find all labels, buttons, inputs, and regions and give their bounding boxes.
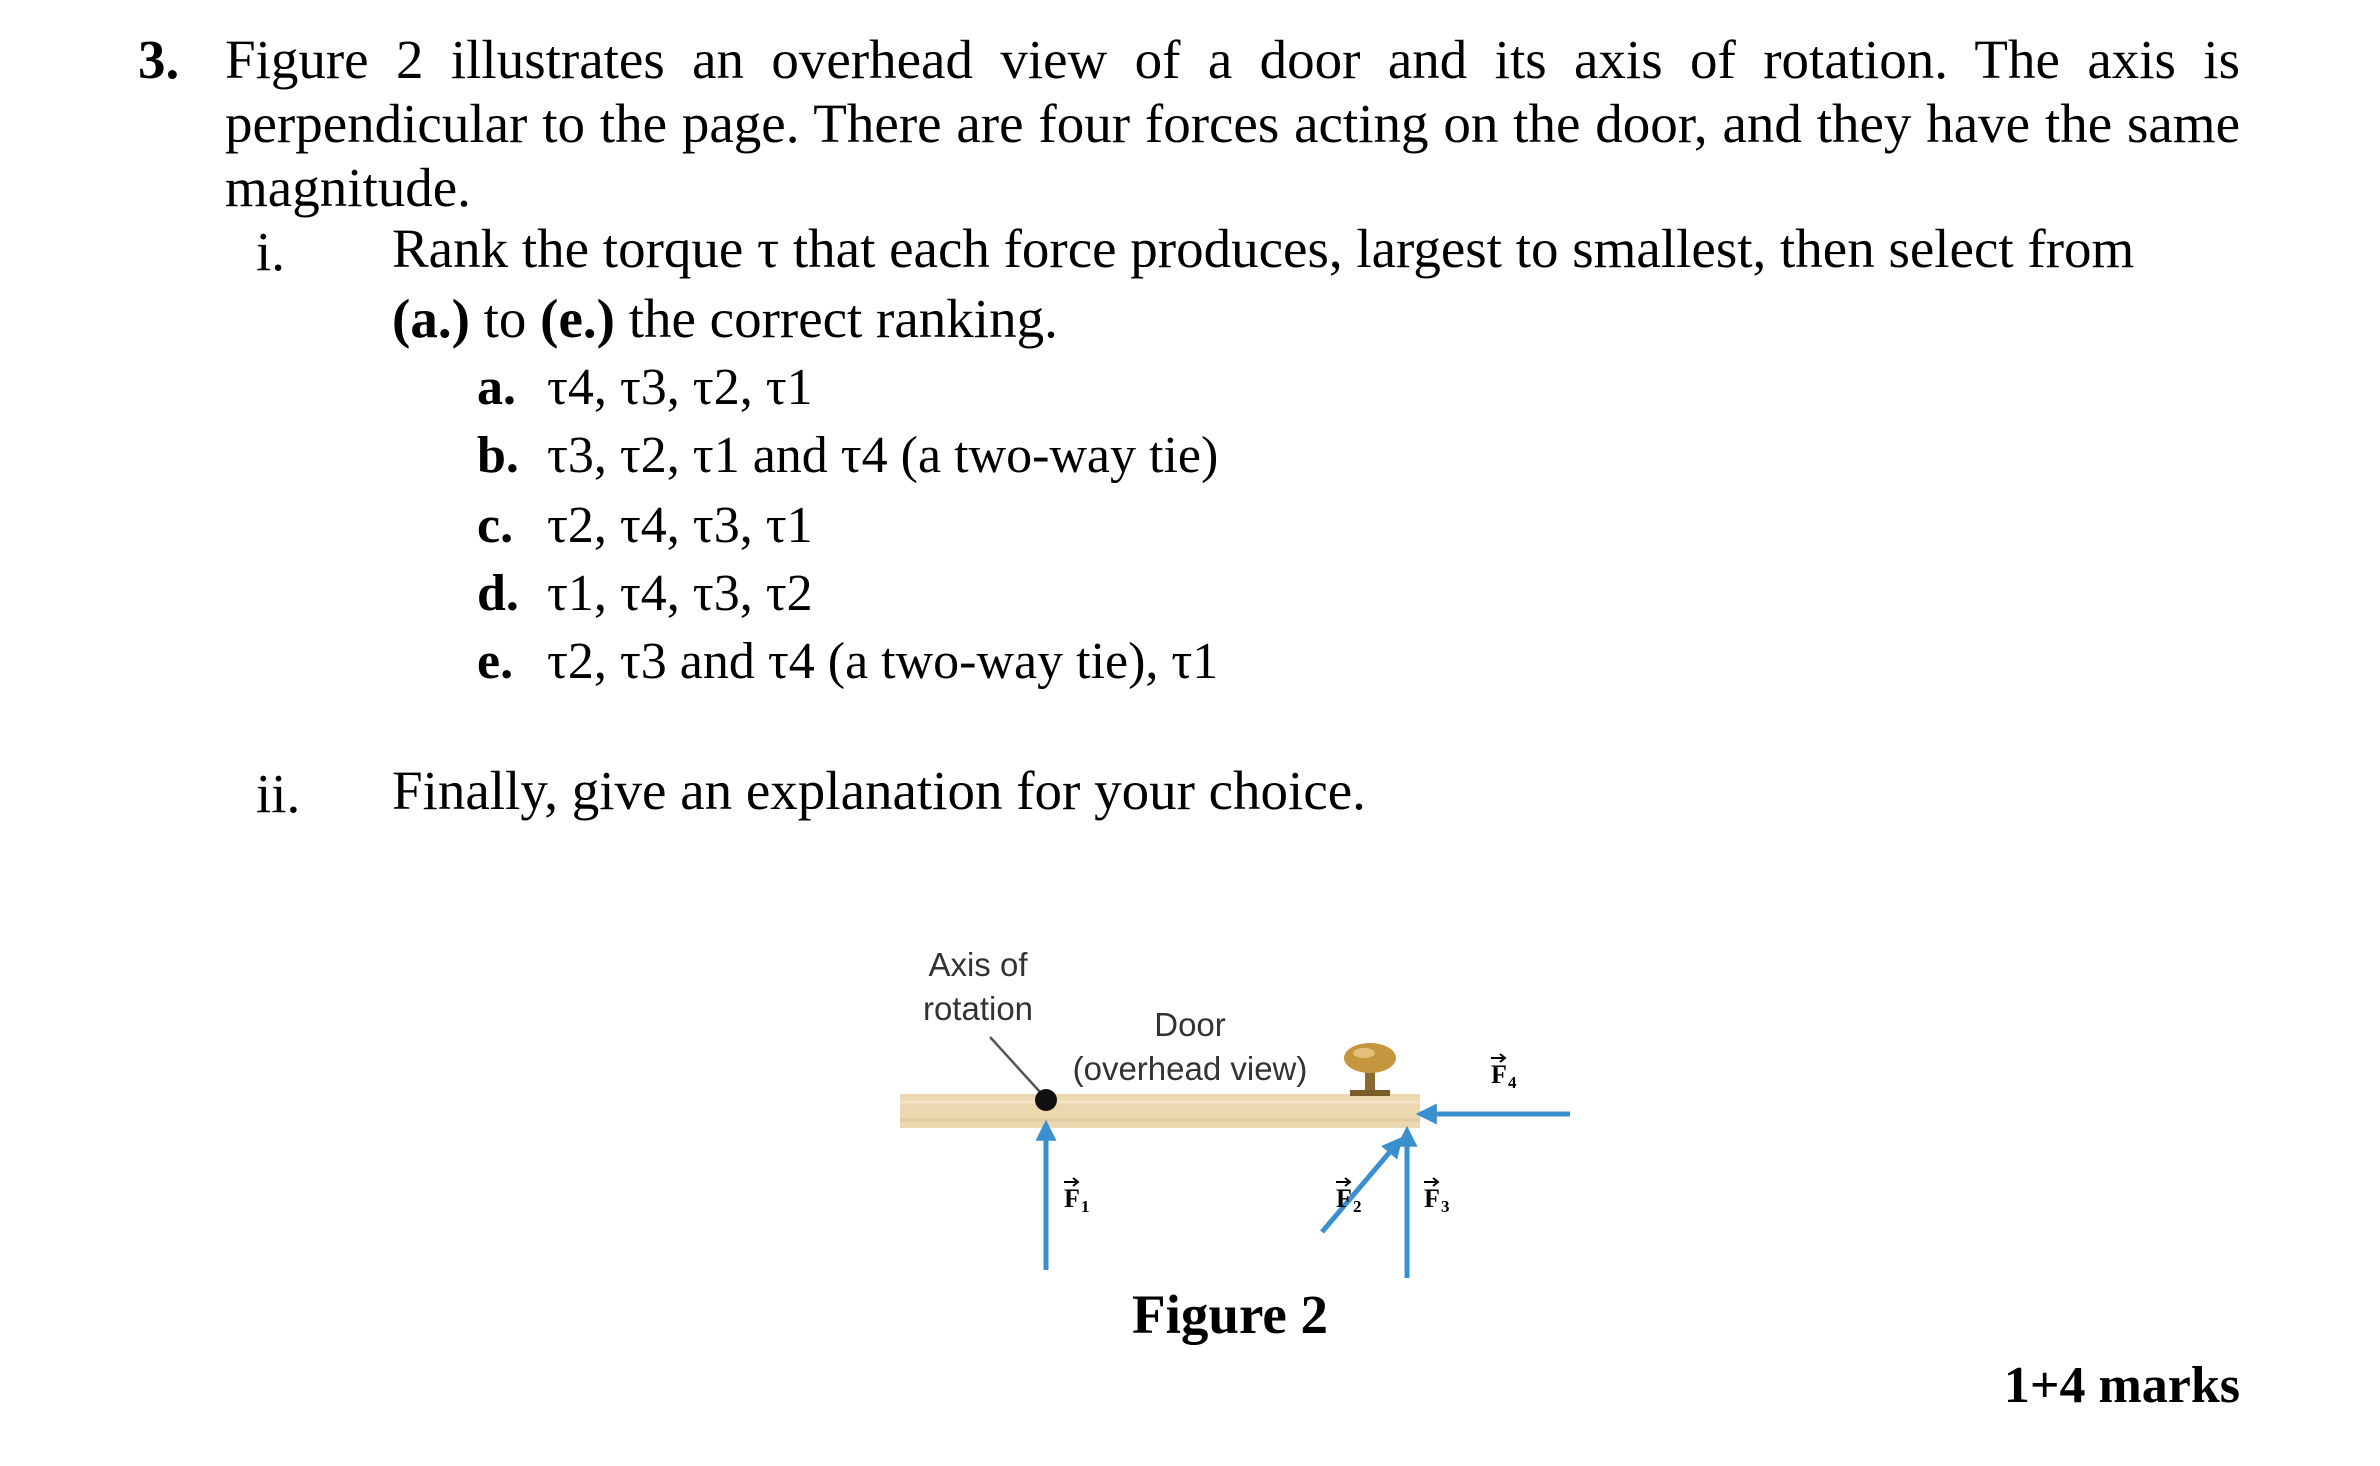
question-text: Figure 2 illustrates an overhead view of a door and its axis of rotation. The axis is perpendicular to the page. There are four forces acting on the door, and they have the same magnitude.: [225, 29, 2240, 218]
svg-text:2: 2: [1353, 1197, 1362, 1216]
option-e: [477, 632, 1218, 691]
marks-label: 1+4 marks: [2003, 1357, 2240, 1414]
figure-2: [880, 930, 1600, 1330]
svg-text:3: 3: [1441, 1197, 1450, 1216]
svg-text:1: 1: [1081, 1197, 1090, 1216]
option-letter: b.: [477, 427, 519, 484]
option-text: τ1, τ4, τ3, τ2: [547, 565, 813, 622]
option-c: [477, 496, 813, 555]
option-b: [477, 426, 1218, 485]
force-f4-label: [1491, 1054, 1517, 1092]
part-ii-numeral: ii.: [256, 763, 301, 824]
option-a: [477, 358, 813, 417]
axis-pointer-line: [990, 1037, 1040, 1092]
force-f2-arrow: [1322, 1140, 1400, 1232]
door: [900, 1094, 1420, 1128]
option-letter: c.: [477, 497, 514, 554]
svg-text:F: F: [1336, 1184, 1352, 1213]
axis-label-line1: Axis of: [928, 946, 1028, 983]
option-text: τ2, τ3 and τ4 (a two-way tie), τ1: [547, 633, 1219, 690]
part-i-line2-rest: the correct ranking.: [614, 288, 1058, 349]
force-f3-label: [1424, 1178, 1450, 1216]
svg-text:F: F: [1424, 1184, 1440, 1213]
option-range-start: (a.): [392, 288, 470, 349]
option-letter: d.: [477, 565, 519, 622]
axis-of-rotation-dot: [1035, 1089, 1057, 1111]
option-range-to: to: [469, 288, 541, 349]
part-i-numeral: i.: [256, 221, 286, 282]
force-f1-label: [1064, 1178, 1090, 1216]
part-i-line2: [392, 284, 1058, 354]
door-label-line2: (overhead view): [1072, 1050, 1308, 1087]
part-ii-text: Finally, give an explanation for your choice.: [392, 760, 1366, 821]
option-d: [477, 564, 813, 623]
option-letter: e.: [477, 633, 514, 690]
part-i-line1: Rank the torque τ that each force produces, largest to smallest, then select from: [392, 218, 2135, 279]
svg-text:F: F: [1064, 1184, 1080, 1213]
force-f2-label: [1336, 1178, 1362, 1216]
question-number: 3.: [138, 29, 180, 90]
option-text: τ4, τ3, τ2, τ1: [547, 359, 813, 416]
figure-caption: Figure 2: [1132, 1284, 1329, 1345]
option-range-end: (e.): [540, 288, 615, 349]
option-text: τ3, τ2, τ1 and τ4 (a two-way tie): [547, 427, 1219, 484]
door-label-line1: Door: [1154, 1006, 1226, 1043]
svg-text:4: 4: [1508, 1073, 1517, 1092]
svg-text:F: F: [1491, 1060, 1507, 1089]
door-diagram: [880, 930, 1600, 1330]
option-text: τ2, τ4, τ3, τ1: [547, 497, 813, 554]
axis-label-line2: rotation: [922, 990, 1034, 1027]
option-letter: a.: [477, 359, 516, 416]
doorknob-icon: [1344, 1043, 1396, 1096]
